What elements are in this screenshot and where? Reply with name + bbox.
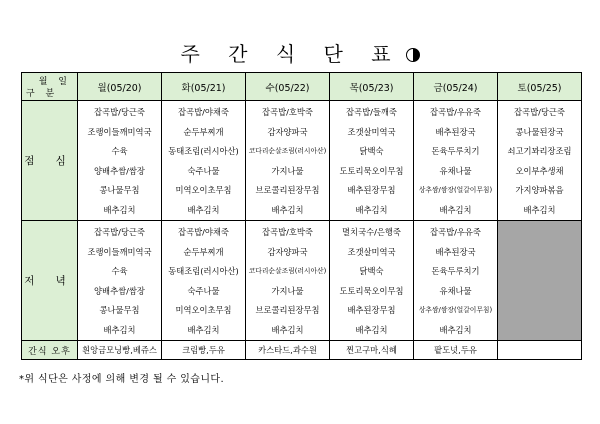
menu-item: 잡곡밥/들깨죽 [346,107,397,117]
menu-item: 숙주나물 [187,165,220,176]
menu-item: 배추된장국 [435,126,476,137]
lunch-cell [330,101,414,221]
half-moon-icon [406,48,420,62]
menu-item: 수육 [111,266,128,276]
menu-item: 상추쌈/쌈장(얼갈이무침) [418,186,493,194]
menu-item: 코다리순살조림(러시아산) [248,147,327,155]
snack-cell: 팥도넛,두유 [414,341,498,360]
menu-item: 유채나물 [439,165,472,176]
lunch-row [22,101,582,221]
day-header-mon: 월(05/20) [78,73,162,101]
menu-item: 배추김치 [355,324,388,335]
lunch-cell [78,101,162,221]
menu-item: 콩나물무침 [99,185,140,195]
menu-item: 배추김치 [523,204,556,215]
header-row [22,73,582,101]
dinner-cell [246,221,330,341]
dinner-label: 저 녁 [22,221,78,341]
menu-item: 배추된장무침 [347,305,396,315]
menu-item: 상추쌈/쌈장(얼갈이무침) [418,306,493,314]
menu-item: 브로콜리된장무침 [255,185,320,195]
dinner-cell [414,221,498,341]
menu-item: 콩나물된장국 [515,126,564,137]
menu-item: 배추김치 [439,324,472,335]
dinner-cell [330,221,414,341]
menu-item: 잡곡밥/호박죽 [262,107,313,117]
menu-item: 동태조림(러시아산) [168,266,239,276]
menu-item: 돈육두루치기 [431,266,480,276]
menu-item: 조갯살미역국 [347,126,396,137]
snack-cell: 카스타드,과수원 [246,341,330,360]
snack-cell: 흰앙금모닝빵,베쥬스 [78,341,162,360]
day-header-tue: 화(05/21) [162,73,246,101]
menu-item: 미역오이초무침 [175,185,232,195]
lunch-cell [246,101,330,221]
menu-item: 배추된장무침 [347,185,396,195]
snack-cell [498,341,582,360]
snack-cell: 찐고구마,식혜 [330,341,414,360]
menu-item: 감자양파국 [267,246,308,257]
menu-item: 닭백숙 [359,266,384,276]
menu-item: 수육 [111,146,128,156]
menu-item: 배추김치 [103,204,136,215]
menu-item: 돈육두루치기 [431,146,480,156]
menu-item: 잡곡밥/당근죽 [94,227,145,237]
menu-item: 감자양파국 [267,126,308,137]
menu-item: 도토리묵오이무침 [339,165,404,176]
menu-item: 순두부찌개 [183,246,224,257]
day-header-wed: 수(05/22) [246,73,330,101]
lunch-cell [414,101,498,221]
lunch-cell [498,101,582,221]
lunch-cell [162,101,246,221]
menu-item: 조갯살미역국 [347,246,396,257]
menu-item: 잡곡밥/호박죽 [262,227,313,237]
corner-cell [22,73,78,101]
menu-item: 잡곡밥/당근죽 [514,107,565,117]
day-header-fri: 금(05/24) [414,73,498,101]
menu-item: 멸치국수/은행죽 [342,227,401,237]
menu-item: 순두부찌개 [183,126,224,137]
dinner-row [22,221,582,341]
dinner-cell [78,221,162,341]
menu-item: 조랭이들깨미역국 [87,126,152,137]
menu-item: 배추김치 [271,204,304,215]
menu-item: 도토리묵오이무침 [339,285,404,296]
menu-item: 쇠고기꽈리장조림 [507,146,572,156]
menu-item: 배추김치 [103,324,136,335]
snack-row [22,341,582,360]
day-header-sat: 토(05/25) [498,73,582,101]
weekly-menu-table [21,72,582,360]
corner-bottom-label: 구 분 [26,89,59,99]
menu-item: 가지나물 [271,285,304,296]
menu-item: 배추김치 [271,324,304,335]
snack-cell: 크림빵,두유 [162,341,246,360]
menu-item: 유채나물 [439,285,472,296]
dinner-cell-empty [498,221,582,341]
menu-item: 잡곡밥/야채죽 [178,227,229,237]
menu-item: 양배추쌈/쌈장 [94,165,145,176]
menu-item: 잡곡밥/야채죽 [178,107,229,117]
menu-item: 배추김치 [187,204,220,215]
corner-top-label: 월 일 [38,77,71,87]
menu-item: 가지양파볶음 [515,185,564,195]
menu-item: 닭백숙 [359,146,384,156]
menu-item: 오이부추생채 [515,165,564,176]
menu-item: 배추김치 [439,204,472,215]
menu-item: 미역오이초무침 [175,305,232,315]
menu-item: 잡곡밥/우유죽 [430,227,481,237]
menu-item: 배추김치 [187,324,220,335]
title-text: 주 간 식 단 표 [180,42,402,66]
menu-item: 코다리순살조림(러시아산) [248,267,327,275]
menu-item: 가지나물 [271,165,304,176]
menu-item: 콩나물무침 [99,305,140,315]
menu-item: 양배추쌈/쌈장 [94,285,145,296]
menu-item: 배추된장국 [435,246,476,257]
menu-item: 잡곡밥/우유죽 [430,107,481,117]
snack-label: 간식 오후 [22,341,78,360]
page-title [0,38,600,67]
footnote: *위 식단은 사정에 의해 변경 될 수 있습니다. [19,374,225,385]
lunch-label: 점 심 [22,101,78,221]
menu-item: 동태조림(러시아산) [168,146,239,156]
day-header-thu: 목(05/23) [330,73,414,101]
menu-item: 배추김치 [355,204,388,215]
menu-item: 잡곡밥/당근죽 [94,107,145,117]
menu-item: 숙주나물 [187,285,220,296]
dinner-cell [162,221,246,341]
menu-item: 조랭이들깨미역국 [87,246,152,257]
menu-item: 브로콜리된장무침 [255,305,320,315]
